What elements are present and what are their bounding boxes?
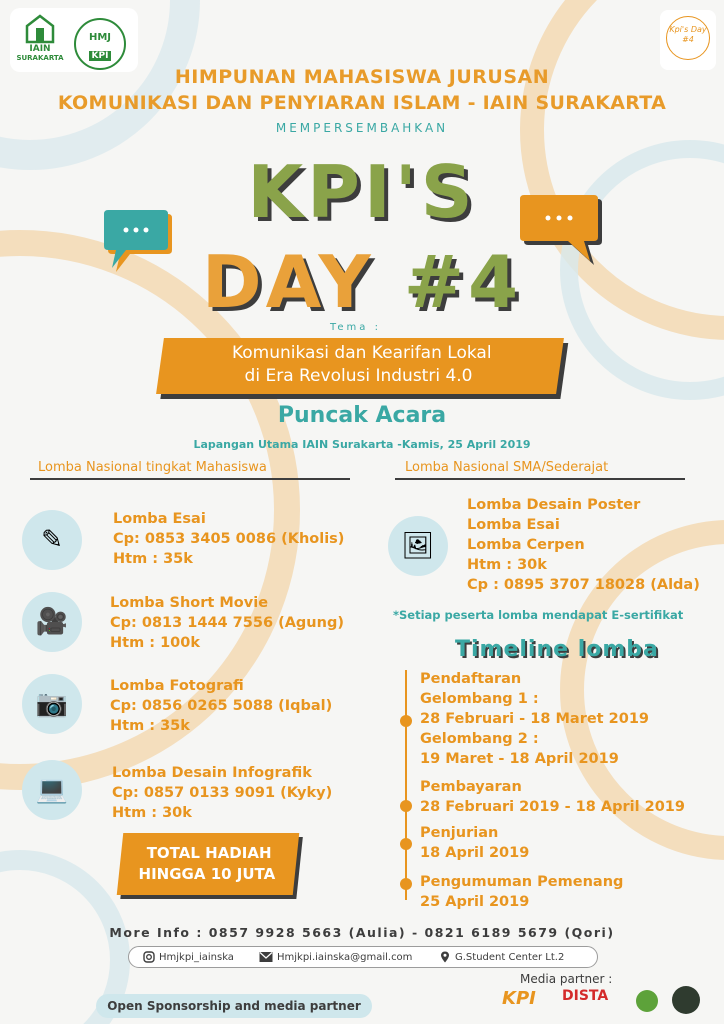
kpis-day-badge-text: Kpi's Day #4 (669, 25, 707, 44)
timeline-dot-1 (400, 715, 412, 727)
kpis-day-badge-circle (666, 16, 710, 60)
comp-short-movie-htm: Htm : 100k (110, 635, 200, 651)
event-heading: Puncak Acara (277, 403, 447, 428)
timeline-dot-3 (400, 838, 412, 850)
national-sma-heading-text: Lomba Nasional SMA/Sederajat (405, 460, 609, 475)
national-uni-heading (30, 460, 350, 480)
timeline-g1-label: Gelombang 1 : (420, 691, 539, 707)
prize-line1: TOTAL HADIAH (146, 844, 272, 862)
mail-icon (259, 951, 273, 963)
comp-esai-htm: Htm : 35k (113, 551, 193, 567)
speech-bubble-icon-right (518, 195, 610, 271)
iain-logo (16, 14, 64, 62)
timeline-dot-2 (400, 800, 412, 812)
contact-email[interactable] (259, 951, 412, 963)
timeline-title: Timeline lomba (455, 637, 659, 662)
org-line1: HIMPUNAN MAHASISWA JURUSAN (174, 66, 550, 88)
timeline-g2-label: Gelombang 2 : (420, 731, 539, 747)
pen-icon: ✎ (41, 525, 63, 555)
sma-item-esai: Lomba Esai (467, 517, 560, 533)
comp-fotografi-name: Lomba Fotografi (110, 678, 244, 694)
timeline-penjurian-date: 18 April 2019 (420, 845, 530, 861)
title-number: #4 (403, 240, 523, 324)
theme-line1: Komunikasi dan Kearifan Lokal (231, 343, 492, 363)
partner-kpi: KPI (502, 988, 536, 1009)
comp-esai-cp: Cp: 0853 3405 0086 (Kholis) (113, 531, 345, 547)
poster-icon: 🖼 (401, 531, 435, 561)
poster-icon-circle (388, 516, 448, 576)
comp-esai (113, 509, 344, 569)
timeline-pembayaran (420, 777, 685, 817)
timeline-pengumuman-label: Pengumuman Pemenang (420, 874, 624, 890)
title-kpis: KPI'S (247, 150, 477, 234)
national-uni-heading-text: Lomba Nasional tingkat Mahasiswa (38, 460, 267, 475)
timeline-penjurian-label: Penjurian (420, 825, 499, 841)
timeline-pembayaran-dates: 28 Februari 2019 - 18 April 2019 (420, 799, 685, 815)
iain-emblem-icon (23, 14, 57, 44)
timeline-dot-4 (400, 878, 412, 890)
camera-icon: 📷 (35, 689, 69, 719)
prize-banner (117, 833, 300, 895)
presents-label: MEMPERSEMBAHKAN (275, 121, 449, 135)
timeline-pengumuman (420, 872, 623, 912)
more-info: More Info : 0857 9928 5663 (Aulia) - 0821 6189 5679 (Qori) (109, 925, 615, 940)
comp-short-movie-cp: Cp: 0813 1444 7556 (Agung) (110, 615, 344, 631)
contact-instagram-text: Hmjkpi_iainska (159, 952, 234, 963)
esai-icon-circle (22, 510, 82, 570)
partner-dista: DISTA (562, 988, 609, 1004)
theme-banner (156, 338, 564, 394)
theme-line2: di Era Revolusi Industri 4.0 (244, 366, 473, 386)
comp-fotografi-cp: Cp: 0856 0265 5088 (Iqbal) (110, 698, 333, 714)
comp-infografik-htm: Htm : 30k (112, 805, 192, 821)
media-partner-label: Media partner : (520, 972, 613, 986)
timeline-g1-dates: 28 Februari - 18 Maret 2019 (420, 711, 650, 727)
comp-fotografi-htm: Htm : 35k (110, 718, 190, 734)
contact-bar (128, 946, 598, 968)
timeline-pembayaran-label: Pembayaran (420, 779, 522, 795)
sponsorship-badge: Open Sponsorship and media partner (96, 994, 372, 1018)
sma-item-cerpen: Lomba Cerpen (467, 537, 585, 553)
iain-logo-label: IAIN (29, 44, 51, 54)
comp-esai-name: Lomba Esai (113, 511, 206, 527)
infografik-icon-circle (22, 760, 82, 820)
contact-instagram[interactable] (143, 951, 234, 963)
timeline-penjurian (420, 823, 529, 863)
sma-cp: Cp : 0895 3707 18028 (Alda) (467, 577, 700, 593)
prize-line2: HINGGA 10 JUTA (138, 865, 276, 883)
sma-item-poster: Lomba Desain Poster (467, 497, 641, 513)
comp-short-movie (110, 593, 344, 653)
org-line2: KOMUNIKASI DAN PENYIARAN ISLAM - IAIN SURAKARTA (57, 92, 667, 114)
hmj-logo-label: HMJ (88, 32, 112, 43)
timeline-pendaftaran-label: Pendaftaran (420, 671, 522, 687)
comp-fotografi (110, 676, 332, 736)
national-sma-heading (395, 460, 685, 480)
theme-label: Tema : (330, 322, 381, 333)
speech-bubble-icon-left (100, 210, 180, 280)
partner-logo-green (636, 990, 658, 1012)
comp-short-movie-name: Lomba Short Movie (110, 595, 269, 611)
timeline-pendaftaran (420, 669, 649, 769)
location-pin-icon (439, 951, 451, 963)
title-day: DAY (201, 240, 375, 324)
hmj-logo (74, 18, 126, 70)
fotografi-icon-circle (22, 674, 82, 734)
comp-infografik-name: Lomba Desain Infografik (112, 765, 312, 781)
partner-logo-dark (672, 986, 700, 1014)
iain-logo-city: SURAKARTA (16, 54, 64, 62)
timeline-pengumuman-date: 25 April 2019 (420, 894, 530, 910)
hmj-logo-sub: KPI (89, 51, 112, 61)
timeline-line (405, 670, 407, 900)
short-movie-icon-circle (22, 592, 82, 652)
comp-infografik-cp: Cp: 0857 0133 9091 (Kyky) (112, 785, 333, 801)
event-venue: Lapangan Utama IAIN Surakarta -Kamis, 25 April 2019 (193, 438, 531, 451)
certificate-note: *Setiap peserta lomba mendapat E-sertifikat (393, 608, 684, 622)
laptop-icon: 💻 (35, 775, 69, 805)
comp-infografik (112, 763, 332, 823)
camera-movie-icon: 🎥 (35, 607, 69, 637)
contact-location (439, 951, 564, 963)
timeline-g2-dates: 19 Maret - 18 April 2019 (420, 751, 619, 767)
sma-competitions (467, 495, 700, 595)
sma-htm: Htm : 30k (467, 557, 547, 573)
instagram-icon (143, 951, 155, 963)
contact-location-text: G.Student Center Lt.2 (455, 952, 565, 963)
contact-email-text: Hmjkpi.iainska@gmail.com (277, 952, 413, 963)
